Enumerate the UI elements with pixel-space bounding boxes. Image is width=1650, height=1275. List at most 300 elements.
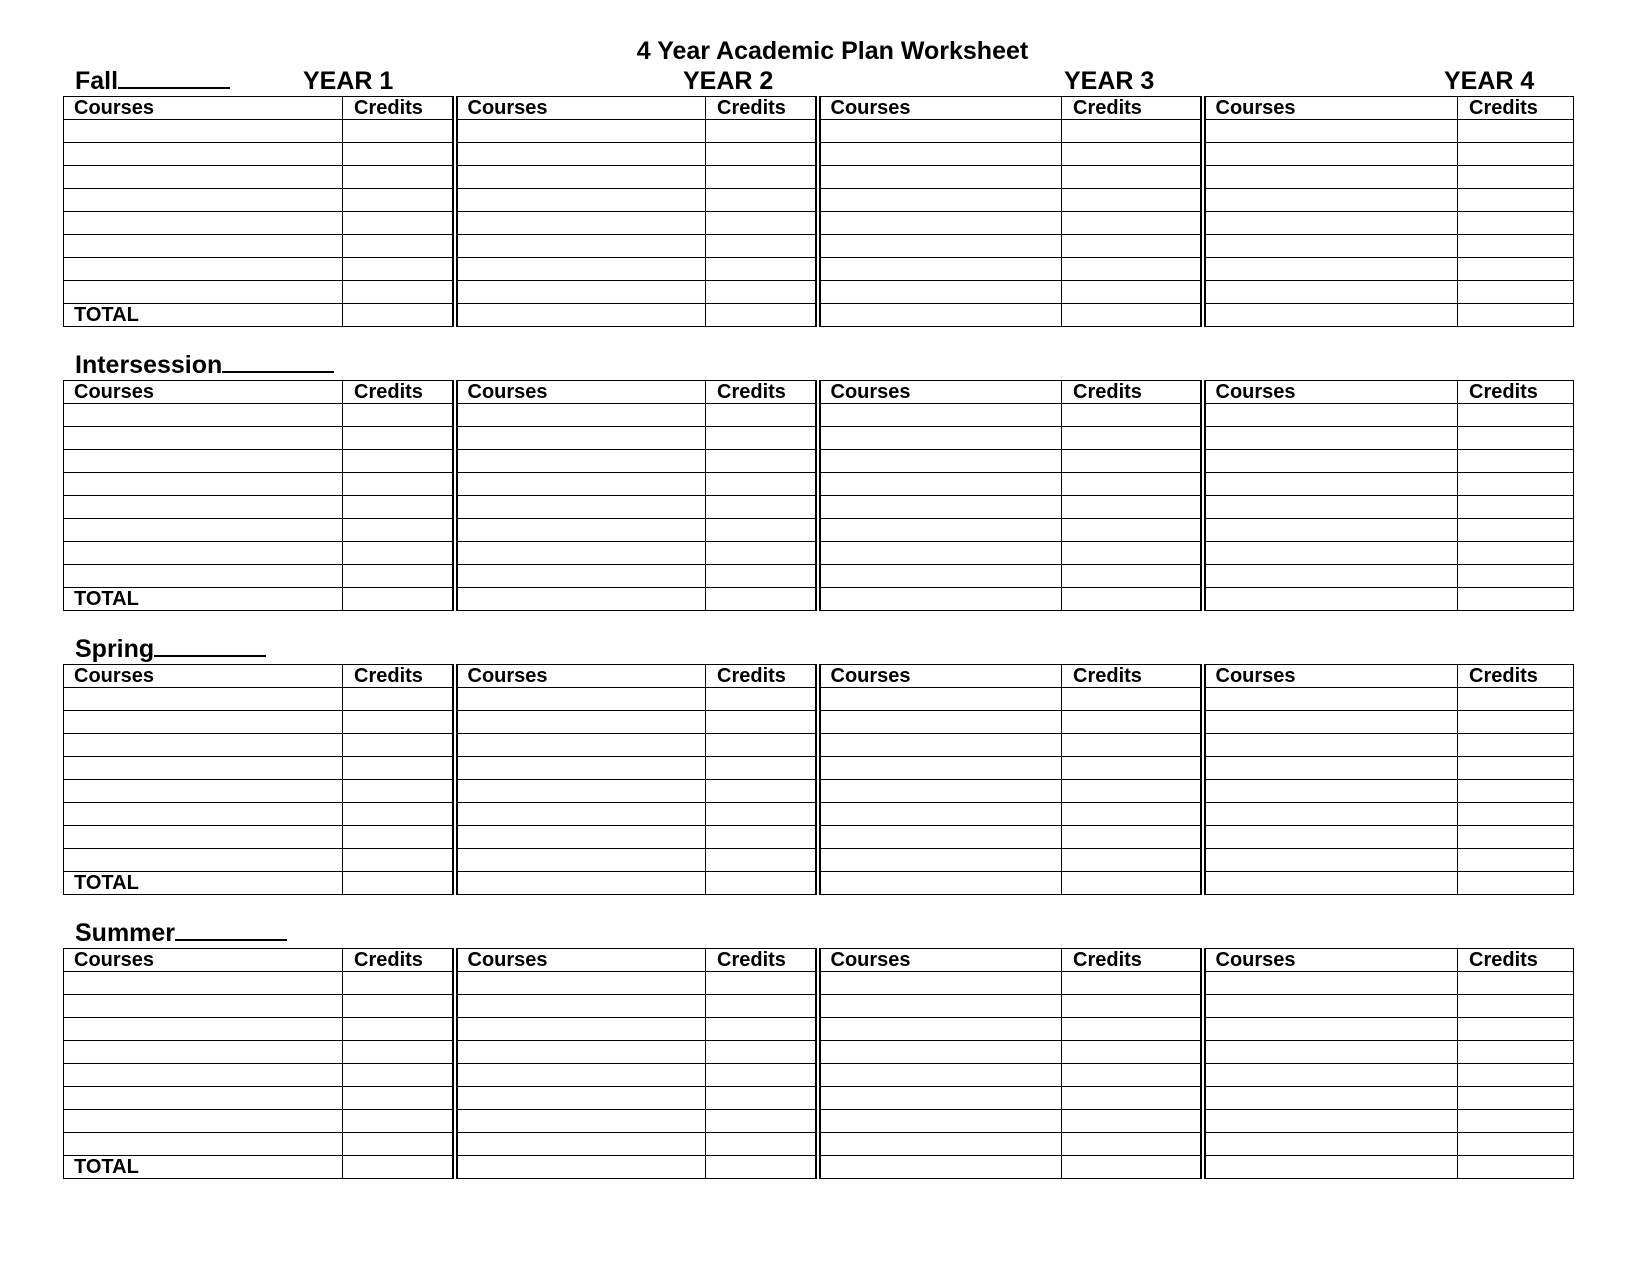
credits-cell[interactable] — [1062, 235, 1203, 258]
course-cell[interactable] — [1203, 588, 1458, 611]
credits-cell[interactable] — [706, 542, 818, 565]
course-cell[interactable] — [1203, 1064, 1458, 1087]
credits-cell[interactable] — [1458, 281, 1574, 304]
course-cell[interactable] — [455, 565, 706, 588]
credits-cell[interactable] — [343, 849, 455, 872]
course-cell[interactable] — [455, 235, 706, 258]
course-cell[interactable] — [818, 688, 1062, 711]
credits-cell[interactable] — [706, 235, 818, 258]
credits-cell[interactable] — [706, 1041, 818, 1064]
credits-cell[interactable] — [343, 688, 455, 711]
course-cell[interactable] — [818, 189, 1062, 212]
course-cell[interactable] — [64, 1087, 343, 1110]
total-credits-cell[interactable] — [706, 588, 818, 611]
course-cell[interactable] — [1203, 972, 1458, 995]
course-cell[interactable] — [818, 450, 1062, 473]
credits-cell[interactable] — [706, 1087, 818, 1110]
credits-cell[interactable] — [1062, 826, 1203, 849]
course-cell[interactable] — [64, 995, 343, 1018]
credits-cell[interactable] — [1458, 1133, 1574, 1156]
credits-cell[interactable] — [343, 404, 455, 427]
course-cell[interactable] — [64, 427, 343, 450]
course-cell[interactable] — [1203, 780, 1458, 803]
credits-cell[interactable] — [1062, 1064, 1203, 1087]
credits-cell[interactable] — [343, 972, 455, 995]
course-cell[interactable] — [455, 258, 706, 281]
credits-cell[interactable] — [1458, 734, 1574, 757]
course-cell[interactable] — [818, 519, 1062, 542]
course-cell[interactable] — [455, 688, 706, 711]
course-cell[interactable] — [818, 588, 1062, 611]
course-cell[interactable] — [818, 1041, 1062, 1064]
course-cell[interactable] — [64, 258, 343, 281]
course-cell[interactable] — [1203, 473, 1458, 496]
credits-cell[interactable] — [1062, 143, 1203, 166]
credits-cell[interactable] — [1458, 780, 1574, 803]
course-cell[interactable] — [818, 734, 1062, 757]
credits-cell[interactable] — [343, 450, 455, 473]
credits-cell[interactable] — [1458, 450, 1574, 473]
course-cell[interactable] — [818, 972, 1062, 995]
course-cell[interactable] — [818, 143, 1062, 166]
credits-cell[interactable] — [706, 1064, 818, 1087]
credits-cell[interactable] — [706, 1133, 818, 1156]
credits-cell[interactable] — [1062, 1041, 1203, 1064]
course-cell[interactable] — [1203, 849, 1458, 872]
credits-cell[interactable] — [1062, 565, 1203, 588]
course-cell[interactable] — [818, 1156, 1062, 1179]
course-cell[interactable] — [455, 1133, 706, 1156]
course-cell[interactable] — [818, 1018, 1062, 1041]
course-cell[interactable] — [455, 872, 706, 895]
course-cell[interactable] — [818, 235, 1062, 258]
course-cell[interactable] — [818, 803, 1062, 826]
credits-cell[interactable] — [1062, 473, 1203, 496]
credits-cell[interactable] — [1062, 1133, 1203, 1156]
credits-cell[interactable] — [343, 803, 455, 826]
credits-cell[interactable] — [706, 281, 818, 304]
total-credits-cell[interactable] — [1062, 304, 1203, 327]
credits-cell[interactable] — [706, 565, 818, 588]
credits-cell[interactable] — [1062, 757, 1203, 780]
credits-cell[interactable] — [706, 995, 818, 1018]
year-2-heading: YEAR 2 — [683, 67, 774, 95]
course-cell[interactable] — [455, 1064, 706, 1087]
course-cell[interactable] — [64, 757, 343, 780]
course-cell[interactable] — [455, 189, 706, 212]
credits-cell[interactable] — [1062, 780, 1203, 803]
credits-cell[interactable] — [343, 473, 455, 496]
credits-cell[interactable] — [1458, 404, 1574, 427]
table-row — [64, 826, 1574, 849]
table-row — [64, 780, 1574, 803]
course-cell[interactable] — [455, 1018, 706, 1041]
course-cell[interactable] — [1203, 757, 1458, 780]
credits-cell[interactable] — [343, 212, 455, 235]
credits-cell[interactable] — [1458, 1018, 1574, 1041]
credits-cell[interactable] — [343, 826, 455, 849]
credits-cell[interactable] — [706, 826, 818, 849]
credits-cell[interactable] — [1458, 826, 1574, 849]
course-cell[interactable] — [818, 757, 1062, 780]
credits-cell[interactable] — [1062, 519, 1203, 542]
course-cell[interactable] — [455, 734, 706, 757]
credits-cell[interactable] — [343, 1110, 455, 1133]
course-cell[interactable] — [455, 972, 706, 995]
course-cell[interactable] — [455, 826, 706, 849]
credits-cell[interactable] — [1458, 972, 1574, 995]
course-cell[interactable] — [818, 849, 1062, 872]
credits-cell[interactable] — [706, 688, 818, 711]
course-cell[interactable] — [1203, 688, 1458, 711]
credits-cell[interactable] — [1458, 1041, 1574, 1064]
course-cell[interactable] — [455, 166, 706, 189]
course-cell[interactable] — [818, 427, 1062, 450]
total-credits-cell[interactable] — [1458, 872, 1574, 895]
course-cell[interactable] — [1203, 427, 1458, 450]
credits-cell[interactable] — [343, 542, 455, 565]
course-cell[interactable] — [818, 212, 1062, 235]
credits-cell[interactable] — [1458, 565, 1574, 588]
course-cell[interactable] — [64, 473, 343, 496]
credits-cell[interactable] — [343, 120, 455, 143]
course-cell[interactable] — [1203, 734, 1458, 757]
course-cell[interactable] — [818, 780, 1062, 803]
course-cell[interactable] — [455, 711, 706, 734]
course-cell[interactable] — [455, 304, 706, 327]
course-cell[interactable] — [64, 404, 343, 427]
course-cell[interactable] — [1203, 496, 1458, 519]
credits-cell[interactable] — [706, 734, 818, 757]
course-cell[interactable] — [1203, 1041, 1458, 1064]
credits-cell[interactable] — [706, 450, 818, 473]
page-title: 4 Year Academic Plan Worksheet — [636, 37, 1029, 65]
credits-cell[interactable] — [1062, 166, 1203, 189]
course-cell[interactable] — [818, 995, 1062, 1018]
course-cell[interactable] — [64, 803, 343, 826]
course-cell[interactable] — [64, 826, 343, 849]
credits-cell[interactable] — [706, 404, 818, 427]
credits-cell[interactable] — [343, 143, 455, 166]
course-cell[interactable] — [64, 1133, 343, 1156]
credits-cell[interactable] — [1062, 995, 1203, 1018]
credits-cell[interactable] — [343, 565, 455, 588]
total-credits-cell[interactable] — [343, 872, 455, 895]
total-credits-cell[interactable] — [343, 588, 455, 611]
course-cell[interactable] — [455, 542, 706, 565]
course-cell[interactable] — [818, 1110, 1062, 1133]
course-cell[interactable] — [1203, 711, 1458, 734]
semester-date-blank[interactable] — [118, 67, 230, 89]
credits-cell[interactable] — [343, 189, 455, 212]
credits-cell[interactable] — [1458, 688, 1574, 711]
credits-cell[interactable] — [706, 757, 818, 780]
course-cell[interactable] — [64, 519, 343, 542]
course-cell[interactable] — [1203, 1018, 1458, 1041]
course-cell[interactable] — [1203, 872, 1458, 895]
credits-cell[interactable] — [706, 496, 818, 519]
credits-cell[interactable] — [1458, 427, 1574, 450]
year-4-heading: YEAR 4 — [1444, 67, 1535, 95]
course-cell[interactable] — [64, 450, 343, 473]
credits-cell[interactable] — [1062, 189, 1203, 212]
course-cell[interactable] — [64, 235, 343, 258]
credits-cell[interactable] — [1062, 404, 1203, 427]
credits-cell[interactable] — [1458, 849, 1574, 872]
total-credits-cell[interactable] — [706, 1156, 818, 1179]
credits-cell[interactable] — [1458, 166, 1574, 189]
course-cell[interactable] — [1203, 519, 1458, 542]
courses-header: Courses — [455, 381, 706, 404]
credits-cell[interactable] — [343, 780, 455, 803]
course-cell[interactable] — [455, 588, 706, 611]
credits-cell[interactable] — [1062, 849, 1203, 872]
course-cell[interactable] — [455, 212, 706, 235]
credits-cell[interactable] — [1458, 212, 1574, 235]
credits-cell[interactable] — [706, 427, 818, 450]
credits-cell[interactable] — [706, 849, 818, 872]
courses-header: Courses — [818, 97, 1062, 120]
credits-cell[interactable] — [706, 473, 818, 496]
course-cell[interactable] — [64, 166, 343, 189]
credits-cell[interactable] — [1062, 1087, 1203, 1110]
course-cell[interactable] — [455, 450, 706, 473]
course-cell[interactable] — [455, 803, 706, 826]
credits-cell[interactable] — [343, 1087, 455, 1110]
semester-date-blank[interactable] — [222, 351, 334, 373]
total-credits-cell[interactable] — [1062, 588, 1203, 611]
course-cell[interactable] — [818, 826, 1062, 849]
credits-cell[interactable] — [1458, 143, 1574, 166]
credits-cell[interactable] — [706, 1110, 818, 1133]
credits-cell[interactable] — [1062, 1110, 1203, 1133]
course-cell[interactable] — [818, 711, 1062, 734]
course-cell[interactable] — [1203, 189, 1458, 212]
credits-cell[interactable] — [343, 1041, 455, 1064]
credits-cell[interactable] — [1062, 496, 1203, 519]
credits-cell[interactable] — [706, 212, 818, 235]
credits-cell[interactable] — [1062, 120, 1203, 143]
course-cell[interactable] — [1203, 281, 1458, 304]
total-row — [64, 588, 1574, 611]
credits-cell[interactable] — [706, 711, 818, 734]
course-cell[interactable] — [455, 780, 706, 803]
course-cell[interactable] — [818, 120, 1062, 143]
course-cell[interactable] — [64, 189, 343, 212]
credits-cell[interactable] — [1458, 803, 1574, 826]
credits-cell[interactable] — [706, 258, 818, 281]
credits-cell[interactable] — [343, 995, 455, 1018]
credits-cell[interactable] — [1062, 212, 1203, 235]
course-cell[interactable] — [818, 304, 1062, 327]
course-cell[interactable] — [818, 473, 1062, 496]
course-cell[interactable] — [64, 565, 343, 588]
credits-cell[interactable] — [1062, 450, 1203, 473]
course-cell[interactable] — [1203, 212, 1458, 235]
semester-date-blank[interactable] — [175, 919, 287, 941]
credits-cell[interactable] — [343, 496, 455, 519]
credits-cell[interactable] — [1062, 427, 1203, 450]
course-cell[interactable] — [64, 972, 343, 995]
course-cell[interactable] — [64, 734, 343, 757]
course-cell[interactable] — [64, 1110, 343, 1133]
course-cell[interactable] — [64, 1018, 343, 1041]
course-cell[interactable] — [455, 849, 706, 872]
course-cell[interactable] — [818, 404, 1062, 427]
credits-cell[interactable] — [1062, 1018, 1203, 1041]
course-cell[interactable] — [455, 519, 706, 542]
course-cell[interactable] — [64, 496, 343, 519]
credits-cell[interactable] — [343, 757, 455, 780]
credits-cell[interactable] — [706, 143, 818, 166]
course-cell[interactable] — [455, 1110, 706, 1133]
credits-cell[interactable] — [1062, 281, 1203, 304]
credits-cell[interactable] — [1458, 757, 1574, 780]
credits-cell[interactable] — [1458, 711, 1574, 734]
course-cell[interactable] — [1203, 235, 1458, 258]
credits-cell[interactable] — [343, 281, 455, 304]
course-cell[interactable] — [818, 1087, 1062, 1110]
credits-cell[interactable] — [1458, 496, 1574, 519]
credits-cell[interactable] — [1062, 688, 1203, 711]
courses-header: Courses — [455, 665, 706, 688]
total-credits-cell[interactable] — [1062, 872, 1203, 895]
credits-cell[interactable] — [706, 166, 818, 189]
credits-cell[interactable] — [1458, 120, 1574, 143]
course-cell[interactable] — [1203, 143, 1458, 166]
course-cell[interactable] — [64, 281, 343, 304]
course-cell[interactable] — [1203, 826, 1458, 849]
credits-cell[interactable] — [706, 519, 818, 542]
course-cell[interactable] — [1203, 1087, 1458, 1110]
total-credits-cell[interactable] — [706, 304, 818, 327]
credits-cell[interactable] — [706, 803, 818, 826]
credits-cell[interactable] — [1062, 734, 1203, 757]
course-cell[interactable] — [818, 1133, 1062, 1156]
credits-cell[interactable] — [706, 972, 818, 995]
course-cell[interactable] — [455, 143, 706, 166]
course-cell[interactable] — [818, 872, 1062, 895]
course-cell[interactable] — [64, 542, 343, 565]
course-cell[interactable] — [818, 1064, 1062, 1087]
total-credits-cell[interactable] — [1458, 588, 1574, 611]
credits-cell[interactable] — [343, 711, 455, 734]
course-cell[interactable] — [1203, 404, 1458, 427]
course-cell[interactable] — [64, 143, 343, 166]
credits-cell[interactable] — [1062, 972, 1203, 995]
course-cell[interactable] — [455, 120, 706, 143]
credits-cell[interactable] — [1458, 519, 1574, 542]
course-cell[interactable] — [455, 473, 706, 496]
course-cell[interactable] — [1203, 803, 1458, 826]
credits-cell[interactable] — [706, 780, 818, 803]
credits-cell[interactable] — [1458, 542, 1574, 565]
courses-header: Courses — [64, 949, 343, 972]
semester-table-summer — [63, 948, 1574, 1179]
credits-cell[interactable] — [1458, 995, 1574, 1018]
credits-cell[interactable] — [1062, 711, 1203, 734]
course-cell[interactable] — [455, 496, 706, 519]
course-cell[interactable] — [455, 1087, 706, 1110]
credits-cell[interactable] — [1062, 803, 1203, 826]
course-cell[interactable] — [1203, 450, 1458, 473]
course-cell[interactable] — [455, 1041, 706, 1064]
credits-cell[interactable] — [343, 519, 455, 542]
credits-cell[interactable] — [343, 734, 455, 757]
credits-cell[interactable] — [706, 1018, 818, 1041]
credits-cell[interactable] — [1062, 542, 1203, 565]
course-cell[interactable] — [818, 565, 1062, 588]
course-cell[interactable] — [64, 711, 343, 734]
course-cell[interactable] — [1203, 166, 1458, 189]
credits-cell[interactable] — [1458, 189, 1574, 212]
credits-cell[interactable] — [343, 1064, 455, 1087]
course-cell[interactable] — [455, 281, 706, 304]
course-cell[interactable] — [64, 120, 343, 143]
course-cell[interactable] — [455, 427, 706, 450]
course-cell[interactable] — [1203, 542, 1458, 565]
course-cell[interactable] — [818, 166, 1062, 189]
total-credits-cell[interactable] — [343, 304, 455, 327]
credits-cell[interactable] — [1458, 1064, 1574, 1087]
credits-cell[interactable] — [343, 235, 455, 258]
course-cell[interactable] — [64, 780, 343, 803]
credits-cell[interactable] — [343, 1018, 455, 1041]
course-cell[interactable] — [1203, 995, 1458, 1018]
course-cell[interactable] — [818, 258, 1062, 281]
credits-cell[interactable] — [343, 258, 455, 281]
course-cell[interactable] — [818, 281, 1062, 304]
course-cell[interactable] — [455, 1156, 706, 1179]
credits-cell[interactable] — [1458, 1087, 1574, 1110]
course-cell[interactable] — [1203, 1110, 1458, 1133]
total-credits-cell[interactable] — [1458, 304, 1574, 327]
course-cell[interactable] — [64, 688, 343, 711]
course-cell[interactable] — [64, 212, 343, 235]
credits-cell[interactable] — [343, 1133, 455, 1156]
total-credits-cell[interactable] — [343, 1156, 455, 1179]
course-cell[interactable] — [64, 1041, 343, 1064]
credits-cell[interactable] — [1458, 473, 1574, 496]
total-credits-cell[interactable] — [1458, 1156, 1574, 1179]
course-cell[interactable] — [455, 995, 706, 1018]
credits-cell[interactable] — [343, 166, 455, 189]
course-cell[interactable] — [1203, 304, 1458, 327]
course-cell[interactable] — [1203, 1156, 1458, 1179]
course-cell[interactable] — [64, 1064, 343, 1087]
course-cell[interactable] — [1203, 565, 1458, 588]
credits-cell[interactable] — [1458, 1110, 1574, 1133]
course-cell[interactable] — [1203, 1133, 1458, 1156]
credits-cell[interactable] — [1458, 258, 1574, 281]
course-cell[interactable] — [818, 496, 1062, 519]
table-row — [64, 542, 1574, 565]
credits-cell[interactable] — [343, 427, 455, 450]
credits-cell[interactable] — [706, 120, 818, 143]
course-cell[interactable] — [1203, 258, 1458, 281]
course-cell[interactable] — [818, 542, 1062, 565]
total-credits-cell[interactable] — [706, 872, 818, 895]
credits-cell[interactable] — [1458, 235, 1574, 258]
course-cell[interactable] — [455, 757, 706, 780]
course-cell[interactable] — [64, 849, 343, 872]
total-credits-cell[interactable] — [1062, 1156, 1203, 1179]
course-cell[interactable] — [455, 404, 706, 427]
course-cell[interactable] — [1203, 120, 1458, 143]
credits-cell[interactable] — [706, 189, 818, 212]
credits-cell[interactable] — [1062, 258, 1203, 281]
semester-date-blank[interactable] — [154, 635, 266, 657]
